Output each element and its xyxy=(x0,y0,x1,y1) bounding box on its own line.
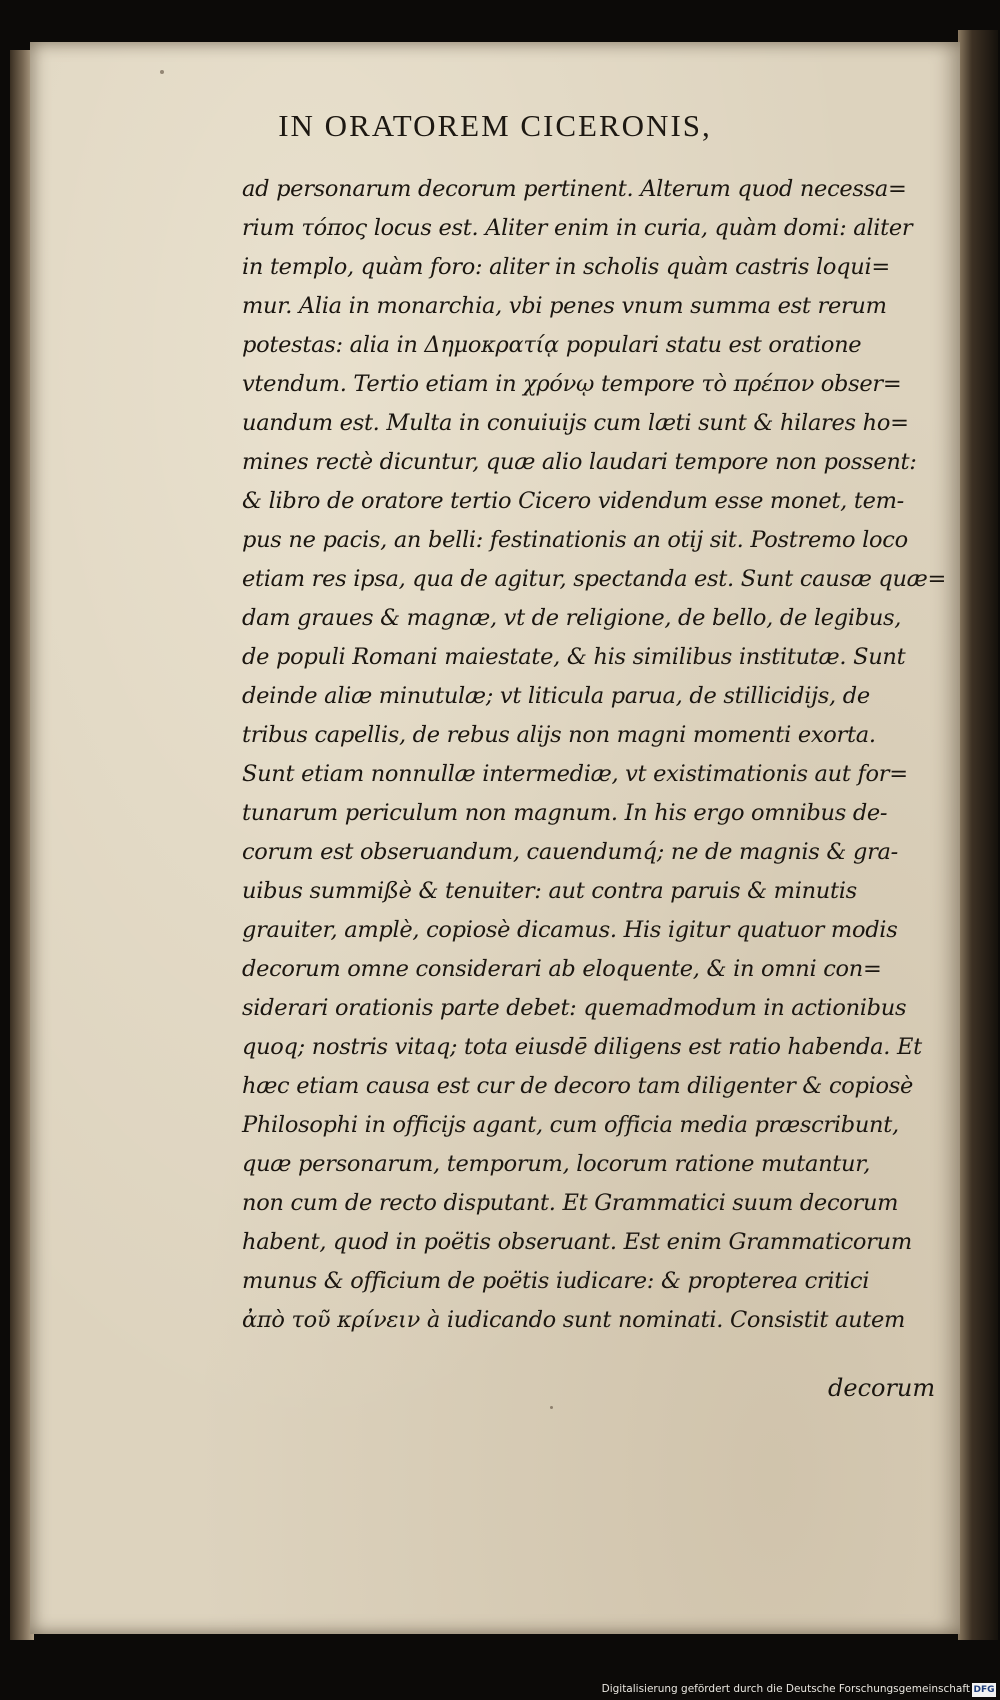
text-line: non cum de recto disputant. Et Grammatici suum decorum xyxy=(242,1190,899,1216)
fore-edge xyxy=(958,30,998,1640)
text-line: ἀπὸ τοῦ κρίνειν à iudicando sunt nominati. Consistit autem xyxy=(242,1307,906,1333)
text-line: pus ne pacis, an belli: festinationis an otij sit. Postremo loco xyxy=(242,527,908,553)
text-line: de populi Romani maiestate, & his similibus institutæ. Sunt xyxy=(242,644,906,670)
text-line: etiam res ipsa, qua de agitur, spectanda est. Sunt causæ quæ= xyxy=(242,566,947,592)
text-line: munus & officium de poëtis iudicare: & propterea critici xyxy=(242,1268,870,1294)
text-line: & libro de oratore tertio Cicero videndum esse monet, tem- xyxy=(242,488,904,514)
text-line: vtendum. Tertio etiam in χρόνῳ tempore τὸ πρέπον obser= xyxy=(242,371,902,397)
paper-speck xyxy=(550,1406,553,1409)
text-line: tunarum periculum non magnum. In his ergo omnibus de- xyxy=(242,800,888,826)
text-line: mur. Alia in monarchia, vbi penes vnum summa est rerum xyxy=(242,293,887,319)
text-line: in templo, quàm foro: aliter in scholis quàm castris loqui= xyxy=(242,254,890,280)
text-line: Sunt etiam nonnullæ intermediæ, vt existimationis aut for= xyxy=(242,761,908,787)
funding-credit: Digitalisierung gefördert durch die Deutsche Forschungsgemeinschaft xyxy=(601,1683,970,1695)
text-line: deinde aliæ minutulæ; vt liticula parua, de stillicidijs, de xyxy=(242,683,870,709)
text-line: quoq; nostris vitaq; tota eiusdē diligens est ratio habenda. Et xyxy=(242,1034,922,1060)
text-line: mines rectè dicuntur, quæ alio laudari tempore non possent: xyxy=(242,449,917,475)
text-line: corum est obseruandum, cauendumq́; ne de magnis & gra- xyxy=(242,839,898,865)
dfg-logo-icon: DFG xyxy=(973,1685,995,1695)
catchword: decorum xyxy=(828,1374,936,1402)
text-line: uandum est. Multa in conuiuijs cum læti sunt & hilares ho= xyxy=(242,410,909,436)
text-line: ad personarum decorum pertinent. Alterum quod necessa= xyxy=(242,176,907,202)
book-page xyxy=(30,42,960,1634)
text-line: uibus summißè & tenuiter: aut contra paruis & minutis xyxy=(242,878,857,904)
text-block xyxy=(242,170,958,1340)
text-line: siderari orationis parte debet: quemadmodum in actionibus xyxy=(242,995,907,1021)
text-line: decorum omne considerari ab eloquente, & in omni con= xyxy=(242,956,882,982)
text-line: quæ personarum, temporum, locorum ratione mutantur, xyxy=(242,1151,871,1177)
text-line: rium τόπος locus est. Aliter enim in curia, quàm domi: aliter xyxy=(242,215,913,241)
text-line: dam graues & magnæ, vt de religione, de bello, de legibus, xyxy=(242,605,902,631)
text-line: Philosophi in officijs agant, cum officia media præscribunt, xyxy=(242,1112,899,1138)
text-line: habent, quod in poëtis obseruant. Est enim Grammaticorum xyxy=(242,1229,912,1255)
paper-speck xyxy=(160,70,164,74)
text-line: tribus capellis, de rebus alijs non magni momenti exorta. xyxy=(242,722,876,748)
running-head: IN ORATOREM CICERONIS, xyxy=(278,108,712,143)
text-line: hæc etiam causa est cur de decoro tam diligenter & copiosè xyxy=(242,1073,914,1099)
text-line: grauiter, amplè, copiosè dicamus. His igitur quatuor modis xyxy=(242,917,898,943)
text-line: potestas: alia in Δημοκρατίᾳ populari statu est oratione xyxy=(242,332,862,358)
